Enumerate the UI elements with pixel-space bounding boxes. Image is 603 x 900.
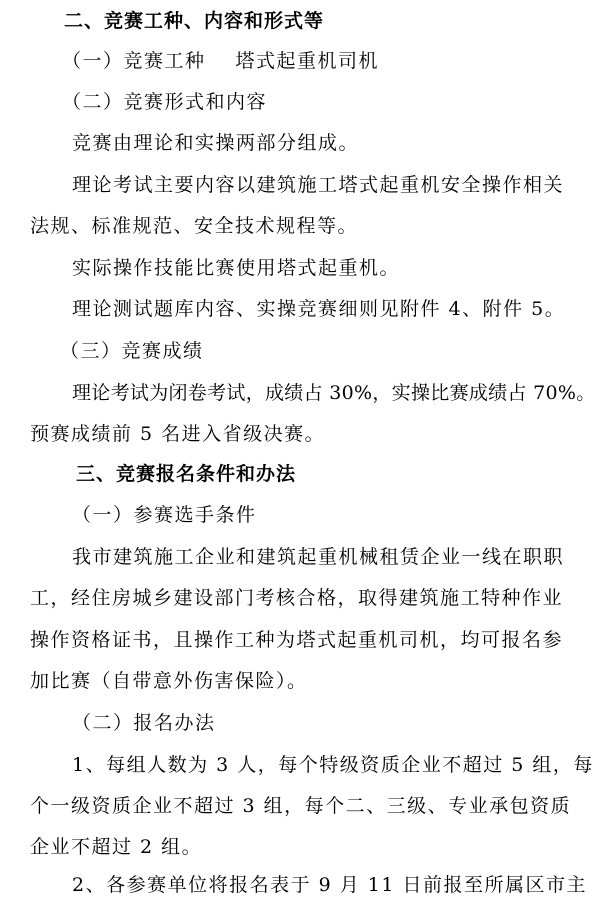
paragraph-line: 预赛成绩前 5 名进入省级决赛。	[30, 423, 326, 445]
paragraph-line: 操作资格证书，且操作工种为塔式起重机司机，均可报名参	[30, 629, 564, 651]
paragraph-line: 企业不超过 2 组。	[30, 836, 203, 858]
subsection-item: （三）竞赛成绩	[60, 340, 204, 362]
paragraph: 竞赛由理论和实操两部分组成。	[72, 132, 360, 154]
section-heading: 二、竞赛工种、内容和形式等	[64, 10, 325, 32]
paragraph: 理论测试题库内容、实操竞赛细则见附件 4、附件 5。	[72, 298, 566, 320]
paragraph-line: 工，经住房城乡建设部门考核合格，取得建筑施工特种作业	[30, 587, 564, 609]
paragraph-line: 1、每组人数为 3 人，每个特级资质企业不超过 5 组，每	[72, 754, 594, 776]
paragraph-line: 2、各参赛单位将报名表于 9 月 11 日前报至所属区市主	[72, 874, 588, 896]
paragraph-line: 法规、标准规范、安全技术规程等。	[30, 215, 359, 237]
paragraph: 实际操作技能比赛使用塔式起重机。	[72, 257, 401, 279]
paragraph-line: 我市建筑施工企业和建筑起重机械租赁企业一线在职职	[72, 546, 565, 568]
subsection-item: （一）参赛选手条件	[72, 504, 257, 526]
paragraph-line: 理论考试为闭卷考试，成绩占 30%，实操比赛成绩占 70%。	[72, 382, 596, 404]
subsection-item: （二）竞赛形式和内容	[62, 91, 268, 113]
paragraph-line: 加比赛（自带意外伤害保险）。	[30, 670, 308, 692]
section-heading: 三、竞赛报名条件和办法	[76, 463, 297, 485]
subsection-item	[62, 48, 379, 74]
subsection-label: （一）竞赛工种	[62, 50, 206, 72]
paragraph-line: 理论考试主要内容以建筑施工塔式起重机安全操作相关	[72, 174, 565, 196]
subsection-item: （二）报名办法	[72, 712, 216, 734]
subsection-value: 塔式起重机司机	[235, 50, 380, 72]
paragraph-line: 个一级资质企业不超过 3 组，每个二、三级、专业承包资质	[30, 795, 572, 817]
